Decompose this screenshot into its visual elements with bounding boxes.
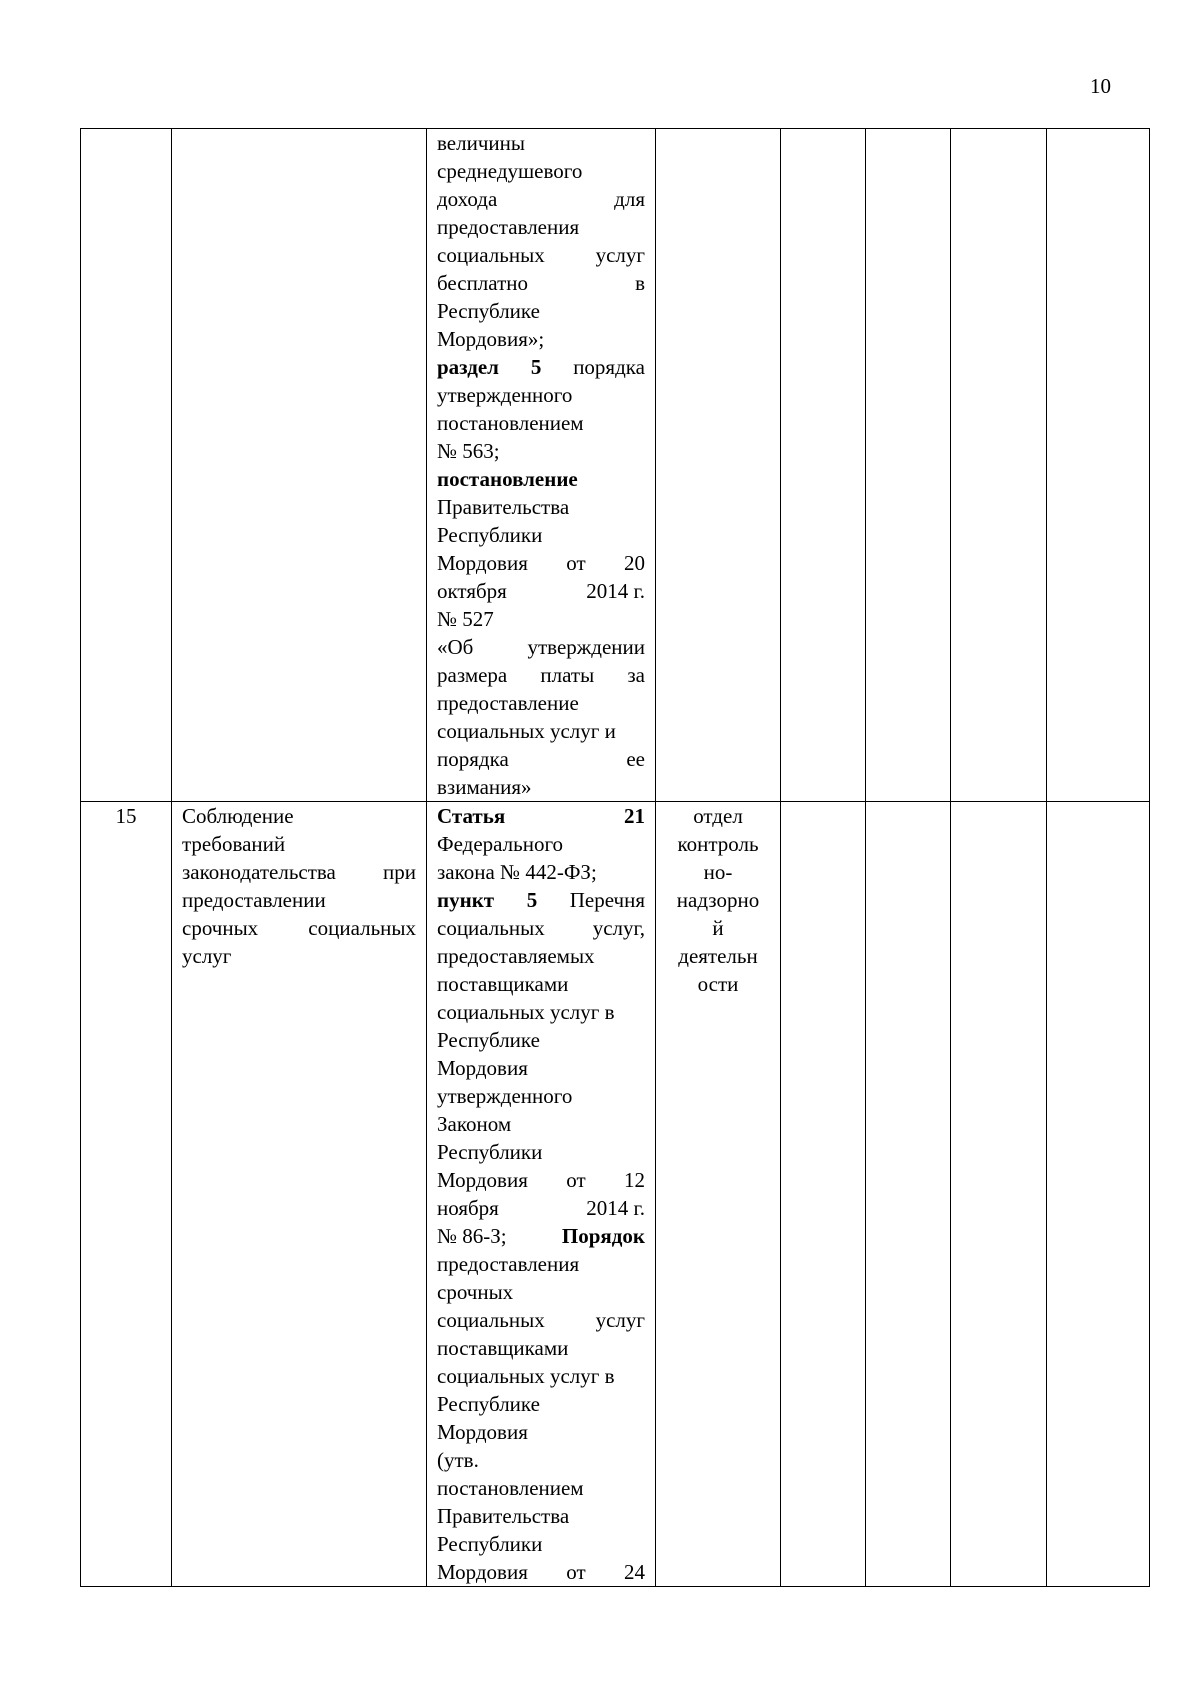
legal-basis-line	[437, 1362, 645, 1390]
legal-basis-text: Перечня	[569, 888, 645, 912]
legal-basis-text: Мордовия	[437, 551, 528, 575]
legal-basis-line	[437, 297, 645, 325]
legal-basis-line	[437, 773, 645, 801]
legal-basis-line	[437, 465, 645, 493]
legal-basis-text: поставщиками	[437, 972, 569, 996]
legal-basis-text: Правительства	[437, 495, 570, 519]
legal-basis-line	[437, 409, 645, 437]
legal-basis-line	[437, 493, 645, 521]
legal-basis-text: постановлением	[437, 411, 584, 435]
department-line: но-	[703, 860, 733, 884]
legal-basis-line	[437, 802, 645, 830]
legal-basis-text: услуг	[595, 243, 645, 267]
legal-basis-text: Порядок	[561, 1224, 645, 1248]
legal-basis-text: в	[635, 271, 645, 295]
legal-basis-text: Федерального	[437, 832, 564, 856]
legal-basis-text: Правительства	[437, 1504, 570, 1528]
legal-basis-line	[437, 1082, 645, 1110]
legal-basis-text: 2014 г.	[586, 1196, 645, 1220]
legal-basis-text: порядка	[437, 747, 509, 771]
empty-cell	[781, 802, 866, 1587]
legal-basis-line	[437, 269, 645, 297]
legal-basis-text: от	[566, 1560, 586, 1584]
legal-basis-line	[437, 1446, 645, 1474]
legal-basis-line	[437, 998, 645, 1026]
legal-basis-text: услуг,	[592, 916, 645, 940]
legal-basis-text: утвержденного	[437, 383, 573, 407]
legal-basis-line	[437, 689, 645, 717]
legal-basis-text: срочных	[437, 1280, 514, 1304]
legal-basis-text: Мордовия	[437, 1056, 528, 1080]
legal-basis-text: предоставления	[437, 1252, 580, 1276]
department-line: деятельн	[678, 944, 758, 968]
legal-basis-text: утвержденного	[437, 1084, 573, 1108]
legal-basis-line	[437, 381, 645, 409]
department-line: ости	[697, 972, 739, 996]
requirement-text: законодательства	[182, 860, 336, 884]
department-cell	[656, 802, 781, 1587]
legal-basis-text: социальных	[437, 243, 545, 267]
document-table	[80, 128, 1150, 1587]
department-line: контроль	[677, 832, 759, 856]
empty-cell	[866, 802, 951, 1587]
legal-basis-line	[437, 745, 645, 773]
legal-basis-text: 5	[530, 355, 542, 379]
requirement-line	[182, 830, 416, 858]
legal-basis-text: предоставления	[437, 215, 580, 239]
legal-basis-text: постановлением	[437, 1476, 584, 1500]
legal-basis-cell	[427, 802, 656, 1587]
legal-basis-line	[437, 942, 645, 970]
legal-basis-text: (утв.	[437, 1448, 479, 1472]
legal-basis-line	[437, 549, 645, 577]
legal-basis-line	[437, 521, 645, 549]
department-cell	[656, 129, 781, 802]
legal-basis-text: среднедушевого	[437, 159, 583, 183]
requirement-text: при	[383, 860, 416, 884]
legal-basis-line	[437, 1110, 645, 1138]
empty-cell	[1047, 802, 1150, 1587]
legal-basis-line	[437, 633, 645, 661]
legal-basis-text: поставщиками	[437, 1336, 569, 1360]
legal-basis-text: Мордовия»;	[437, 327, 545, 351]
requirement-text: Соблюдение	[182, 804, 294, 828]
legal-basis-line	[437, 157, 645, 185]
legal-basis-line	[437, 1250, 645, 1278]
requirement-text: предоставлении	[182, 888, 326, 912]
legal-basis-line	[437, 1530, 645, 1558]
legal-basis-text: предоставление	[437, 691, 579, 715]
legal-basis-line	[437, 325, 645, 353]
legal-basis-text: Республики	[437, 1532, 543, 1556]
empty-cell	[1047, 129, 1150, 802]
legal-basis-text: предоставляемых	[437, 944, 595, 968]
legal-basis-text: Мордовия	[437, 1168, 528, 1192]
legal-basis-line	[437, 1474, 645, 1502]
table-row	[81, 129, 1150, 802]
requirement-line	[182, 886, 416, 914]
legal-basis-text: 20	[624, 551, 645, 575]
legal-basis-text: ноября	[437, 1196, 499, 1220]
legal-basis-text: № 527	[437, 607, 494, 631]
legal-basis-text: 12	[624, 1168, 645, 1192]
legal-basis-line	[437, 185, 645, 213]
legal-basis-text: Мордовия	[437, 1560, 528, 1584]
legal-basis-line	[437, 1418, 645, 1446]
legal-basis-line	[437, 830, 645, 858]
empty-cell	[951, 129, 1047, 802]
legal-basis-line	[437, 1054, 645, 1082]
page-number: 10	[1090, 74, 1111, 98]
legal-basis-text: Республике	[437, 1392, 540, 1416]
department-line: й	[712, 916, 724, 940]
legal-basis-line	[437, 1222, 645, 1250]
legal-basis-text: от	[566, 551, 586, 575]
legal-basis-line	[437, 914, 645, 942]
legal-basis-text: социальных услуг и	[437, 719, 616, 743]
empty-cell	[781, 129, 866, 802]
requirement-text: услуг	[182, 944, 232, 968]
requirement-line	[182, 914, 416, 942]
legal-basis-text: «Об	[437, 635, 474, 659]
legal-basis-line	[437, 129, 645, 157]
legal-basis-text: социальных услуг в	[437, 1364, 615, 1388]
requirement-line	[182, 858, 416, 886]
legal-basis-line	[437, 577, 645, 605]
legal-basis-text: 24	[624, 1560, 645, 1584]
legal-basis-text: платы	[540, 663, 595, 687]
requirement-cell	[172, 129, 427, 802]
legal-basis-text: Статья	[437, 804, 506, 828]
legal-basis-text: для	[614, 187, 645, 211]
legal-basis-text: Республики	[437, 1140, 543, 1164]
table-row	[81, 802, 1150, 1587]
legal-basis-line	[437, 1558, 645, 1586]
legal-basis-line	[437, 717, 645, 745]
empty-cell	[866, 129, 951, 802]
requirement-cell	[172, 802, 427, 1587]
legal-basis-text: социальных	[437, 1308, 545, 1332]
requirement-text: требований	[182, 832, 286, 856]
legal-basis-text: величины	[437, 131, 525, 155]
legal-basis-line	[437, 213, 645, 241]
legal-basis-line	[437, 1502, 645, 1530]
legal-basis-text: взимания»	[437, 775, 532, 799]
row-number-cell	[81, 129, 172, 802]
requirement-text: социальных	[308, 916, 416, 940]
legal-basis-text: Республике	[437, 1028, 540, 1052]
legal-basis-text: бесплатно	[437, 271, 528, 295]
requirement-line	[182, 942, 416, 970]
legal-basis-text: 2014 г.	[586, 579, 645, 603]
legal-basis-line	[437, 661, 645, 689]
legal-basis-text: порядка	[573, 355, 645, 379]
legal-basis-line	[437, 1334, 645, 1362]
legal-basis-line	[437, 886, 645, 914]
legal-basis-text: октября	[437, 579, 507, 603]
legal-basis-text: Мордовия	[437, 1420, 528, 1444]
legal-basis-text: размера	[437, 663, 508, 687]
legal-basis-text: ее	[626, 747, 645, 771]
legal-basis-line	[437, 353, 645, 381]
legal-basis-line	[437, 1194, 645, 1222]
legal-basis-text: от	[566, 1168, 586, 1192]
legal-basis-text: услуг	[595, 1308, 645, 1332]
legal-basis-line	[437, 605, 645, 633]
legal-basis-text: социальных услуг в	[437, 1000, 615, 1024]
legal-basis-text: раздел	[437, 355, 499, 379]
legal-basis-line	[437, 1390, 645, 1418]
row-number-cell: 15	[81, 802, 172, 1587]
legal-basis-text: за	[627, 663, 645, 687]
legal-basis-line	[437, 1306, 645, 1334]
legal-basis-text: социальных	[437, 916, 545, 940]
legal-basis-text: закона № 442-ФЗ;	[437, 860, 597, 884]
legal-basis-line	[437, 1026, 645, 1054]
legal-basis-cell	[427, 129, 656, 802]
department-line: отдел	[693, 804, 743, 828]
requirement-text: срочных	[182, 916, 259, 940]
legal-basis-text: № 86-З;	[437, 1224, 507, 1248]
legal-basis-text: Республики	[437, 523, 543, 547]
legal-basis-text: Республике	[437, 299, 540, 323]
legal-basis-line	[437, 241, 645, 269]
legal-basis-text: № 563;	[437, 439, 500, 463]
legal-basis-text: утверждении	[527, 635, 645, 659]
legal-basis-line	[437, 437, 645, 465]
legal-basis-text: дохода	[437, 187, 498, 211]
legal-basis-text: постановление	[437, 467, 578, 491]
legal-basis-line	[437, 1278, 645, 1306]
department-line: надзорно	[676, 888, 760, 912]
empty-cell	[951, 802, 1047, 1587]
legal-basis-text: пункт	[437, 888, 495, 912]
legal-basis-line	[437, 1166, 645, 1194]
legal-basis-text: 5	[526, 888, 538, 912]
legal-basis-line	[437, 858, 645, 886]
legal-basis-line	[437, 970, 645, 998]
legal-basis-line	[437, 1138, 645, 1166]
requirement-line	[182, 802, 416, 830]
legal-basis-text: 21	[624, 804, 645, 828]
legal-basis-text: Законом	[437, 1112, 512, 1136]
